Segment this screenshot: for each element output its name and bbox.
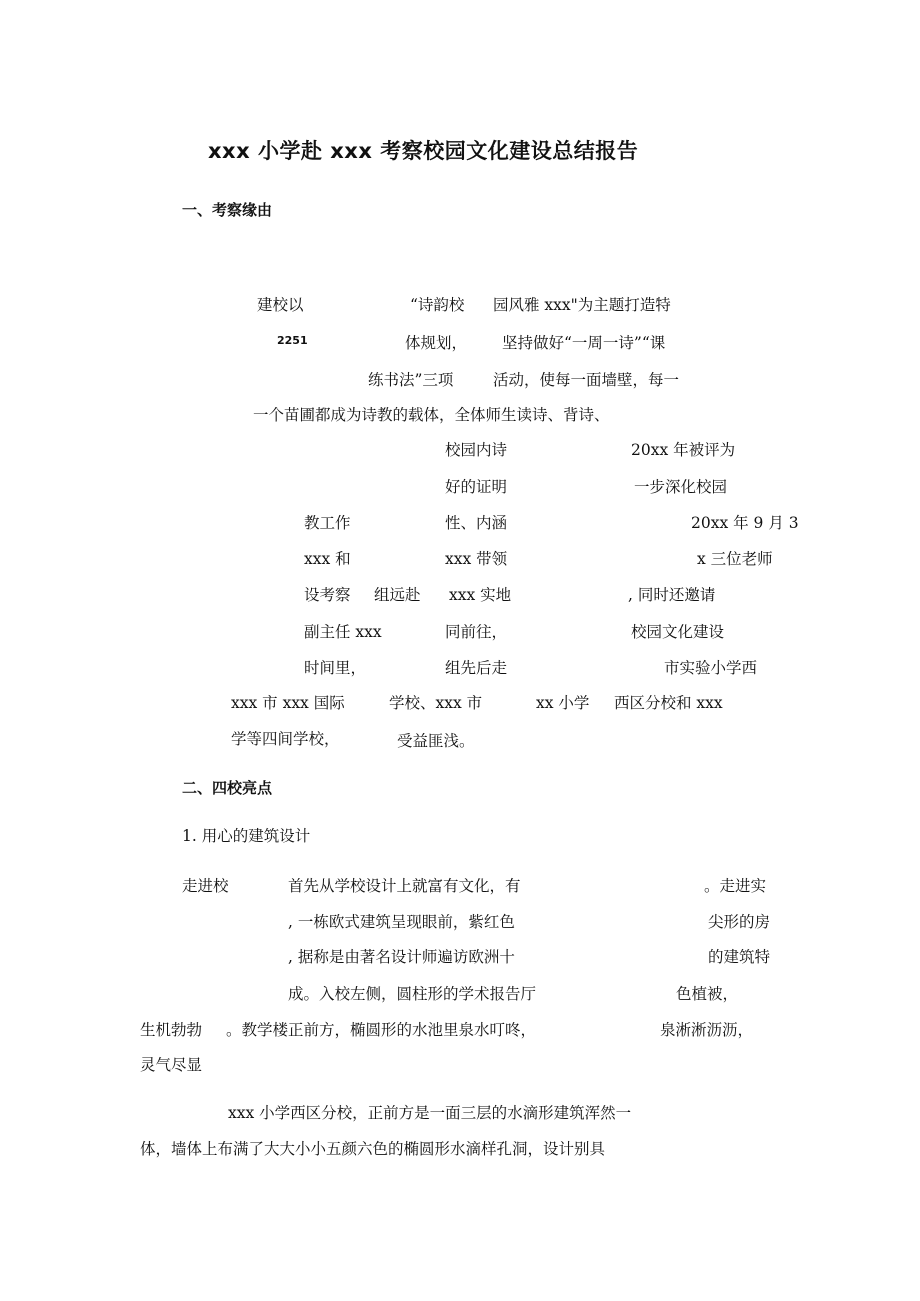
text-fragment: xxx 和	[304, 550, 351, 568]
text-fragment: 尖形的房	[708, 913, 771, 931]
text-fragment: 体，墙体上布满了大大小小五颜六色的椭圆形水滴样孔洞，设计别具	[140, 1140, 606, 1158]
text-fragment: 建校以	[257, 296, 304, 314]
document-title: xxx 小学赴 xxx 考察校园文化建设总结报告	[208, 139, 639, 163]
text-fragment: 副主任 xxx	[304, 623, 382, 641]
text-fragment: 成。入校左侧，圆柱形的学术报告厅	[288, 985, 537, 1003]
text-fragment: 活动，使每一面墙壁，每一	[493, 371, 680, 389]
text-fragment: xxx 实地	[449, 586, 512, 604]
text-fragment: xx 小学	[536, 694, 590, 712]
text-fragment: 首先从学校设计上就富有文化，有	[288, 877, 521, 895]
text-fragment: 市实验小学西	[664, 659, 758, 677]
text-fragment: 组远赴	[374, 586, 421, 604]
text-fragment: 园风雅 xxx"为主题打造特	[493, 296, 671, 314]
text-fragment: 好的证明	[445, 478, 508, 496]
text-fragment: 生机勃勃	[140, 1021, 203, 1039]
text-fragment: , 据称是由著名设计师遍访欧洲十	[288, 948, 515, 966]
text-fragment: 一个苗圃都成为诗教的载体，全体师生读诗、背诗、	[253, 406, 610, 424]
text-fragment: 的建筑特	[708, 948, 771, 966]
text-fragment: 同前往，	[445, 623, 508, 641]
text-fragment: 组先后走	[445, 659, 508, 677]
text-fragment: 色植被，	[676, 985, 739, 1003]
text-fragment: 校园内诗	[445, 441, 508, 459]
text-fragment: 学等四间学校，	[231, 730, 340, 748]
text-fragment: 教工作	[304, 514, 351, 532]
text-fragment: 20xx 年 9 月 3	[691, 514, 799, 532]
text-fragment: 一步深化校园	[634, 478, 728, 496]
text-fragment: 坚持做好“一周一诗”“课	[502, 334, 666, 352]
text-fragment: 。教学楼正前方，椭圆形的水池里泉水叮咚，	[226, 1021, 537, 1039]
subsection-heading: 1. 用心的建筑设计	[182, 827, 311, 845]
text-fragment: “诗韵校	[410, 296, 465, 314]
text-fragment: 校园文化建设	[631, 623, 725, 641]
text-fragment: 时间里，	[304, 659, 367, 677]
text-fragment: , 同时还邀请	[628, 586, 716, 604]
section-heading: 二、四校亮点	[182, 779, 273, 797]
text-fragment: 练书法”三项	[368, 371, 454, 389]
text-fragment: x 三位老师	[697, 550, 773, 568]
text-fragment: 受益匪浅。	[397, 732, 475, 750]
text-fragment: 走进校	[182, 877, 229, 895]
text-fragment: 设考察	[304, 586, 351, 604]
text-fragment: 性、内涵	[445, 514, 508, 532]
text-fragment: 20xx 年被评为	[631, 441, 736, 459]
text-fragment: 泉淅淅沥沥，	[660, 1021, 754, 1039]
text-fragment: xxx 小学西区分校，正前方是一面三层的水滴形建筑浑然一	[228, 1104, 632, 1122]
text-fragment: 学校、xxx 市	[389, 694, 483, 712]
text-fragment: , 一栋欧式建筑呈现眼前，紫红色	[288, 913, 515, 931]
section-heading: 一、考察缘由	[182, 201, 273, 219]
text-fragment: 体规划，	[405, 334, 468, 352]
text-fragment: 西区分校和 xxx	[614, 694, 723, 712]
text-fragment: 灵气尽显	[140, 1056, 203, 1074]
text-fragment: xxx 带领	[445, 550, 508, 568]
text-fragment: 2251	[277, 334, 308, 347]
text-fragment: 。走进实	[704, 877, 767, 895]
text-fragment: xxx 市 xxx 国际	[231, 694, 345, 712]
